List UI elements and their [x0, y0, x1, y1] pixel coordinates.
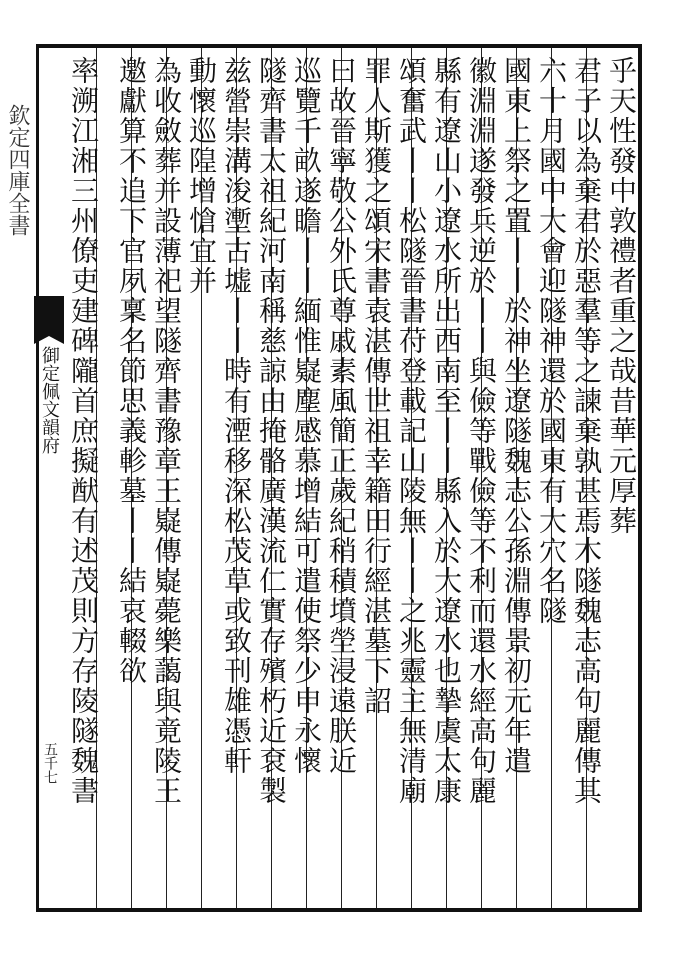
page-margin: [0, 48, 34, 908]
fishtail-mark: [34, 296, 64, 336]
text-column: 巡覽千畝遂瞻丨丨緬惟嶷塵感慕增結可遣使祭少申永懷: [290, 56, 323, 776]
text-column: 國東上祭之置丨丨於神坐遼隧魏志公孫淵傳景初元年遣: [500, 56, 533, 776]
text-column: 隧齊書太祖紀河南稱慈諒由掩骼廣漢流仁實存殯朽近袞製: [255, 56, 288, 806]
text-column: 君子以為棄君於惡羣等之諫棄孰甚焉木隧魏志高句麗傳其: [570, 56, 603, 806]
book-name: 御定佩文韻府: [39, 346, 60, 454]
text-column: 邀獻算不追下官夙稟名節思義軫墓丨丨結哀輟欲: [115, 56, 148, 686]
bottom-border: [36, 908, 642, 912]
text-column: 乎天性發中敦禮者重之哉昔華元厚葬: [605, 56, 638, 536]
text-column: 縣有遼山小遼水所出西南至丨丨縣入於大遼水也摯虞太康: [430, 56, 463, 806]
text-column: 為收斂葬并設薄祀望隧齊書豫章王嶷傳嶷薨樂藹與竟陵王: [150, 56, 183, 806]
collection-title: 欽定四庫全書: [5, 104, 30, 236]
text-column: 頌奮武丨丨松隧晉書苻登載記山陵無丨丨之兆靈主無清廟: [395, 56, 428, 806]
text-column: 徽淵淵遂發兵逆於丨丨與儉等戰儉等不利而還水經高句麗: [465, 56, 498, 806]
text-column: 曰故晉寧敬公外氏尊戚素風簡正歲紀稍積墳塋浸遠朕近: [325, 56, 358, 776]
page-number: 五千七: [42, 742, 58, 784]
text-column: 兹營崇溝浚壍古墟丨丨時有湮移深松茂草或致刊雄憑軒: [220, 56, 253, 776]
text-column: 罪人斯獲之頌宋書袁湛傳世祖幸籍田行經湛墓下詔: [360, 56, 393, 716]
text-column: 率溯江湘三州僚吏建碑隴首庶擬猷有述茂則方存陵隧魏書: [67, 56, 100, 806]
text-column: 六十月國中大會迎隧神還於國東有大穴名隧: [535, 56, 568, 626]
text-column: 動懷巡隍增愴宜并: [185, 56, 218, 296]
